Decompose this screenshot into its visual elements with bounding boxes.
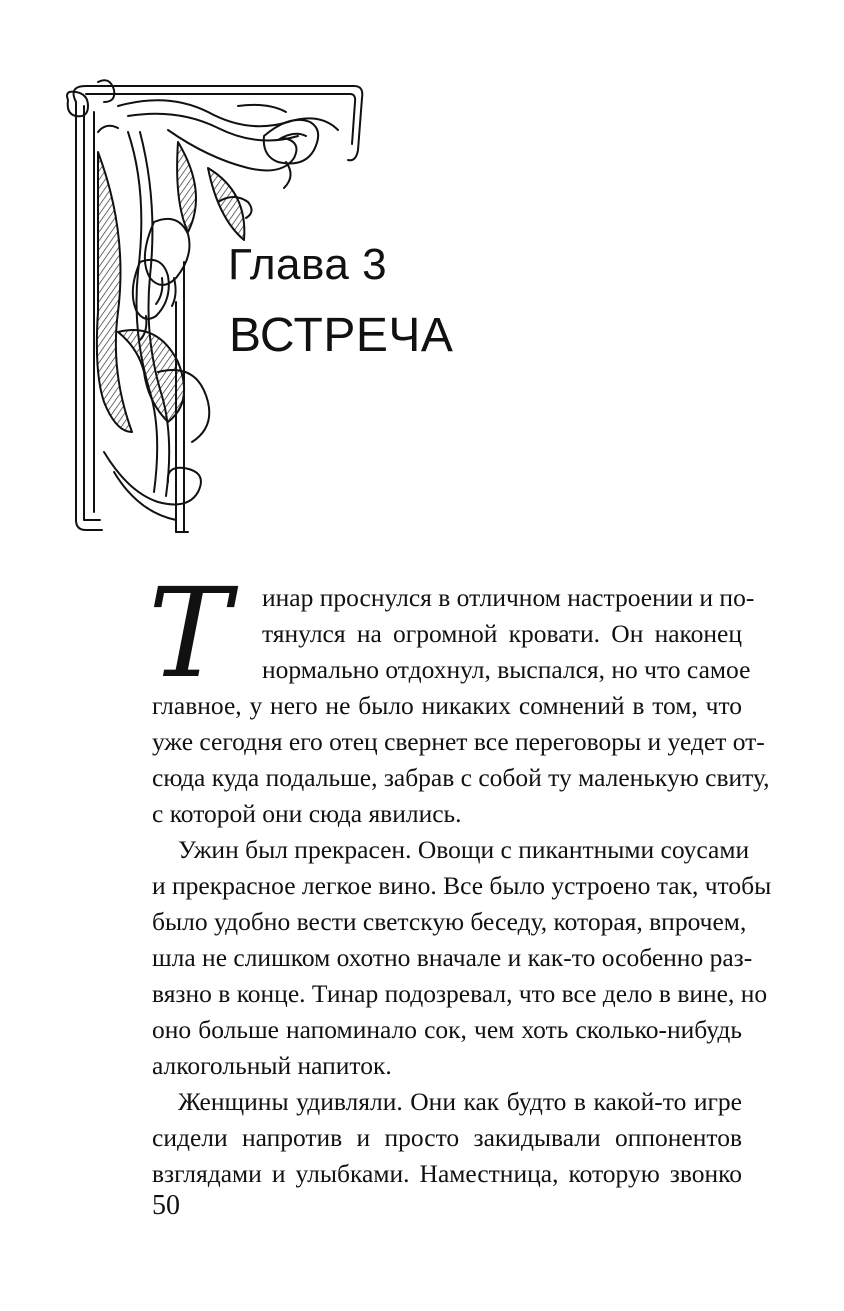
body-line: тянулся на огромной кровати. Он наконец	[262, 619, 742, 648]
body-line: взглядами и улыбками. Наместница, которую звонко	[152, 1159, 742, 1188]
body-line: с которой они сюда явились.	[152, 799, 462, 828]
body-line: Ужин был прекрасен. Овощи с пикантными соусами	[178, 835, 750, 864]
body-line: сидели напротив и просто закидывали оппонентов	[152, 1123, 742, 1152]
body-line: инар проснулся в отличном настроении и по-	[262, 583, 755, 612]
body-line: нормально отдохнул, выспался, но что самое	[262, 655, 751, 684]
body-line: уже сегодня его отец свернет все переговоры и уедет от-	[152, 727, 765, 756]
body-line: было удобно вести светскую беседу, которая, впрочем,	[152, 907, 747, 936]
body-line: главное, у него не было никаких сомнений в том, что	[152, 691, 742, 720]
body-line: оно больше напоминало сок, чем хоть сколько-нибудь	[152, 1015, 742, 1044]
chapter-title: ВСТРЕЧА	[229, 309, 454, 362]
drop-cap: Т	[148, 562, 231, 706]
body-line: алкогольный напиток.	[152, 1051, 392, 1080]
body-line: сюда куда подальше, забрав с собой ту маленькую свиту,	[152, 763, 770, 792]
body-line: шла не слишком охотно вначале и как-то особенно раз-	[152, 943, 753, 972]
body-line: и прекрасное легкое вино. Все было устроено так, чтобы	[152, 871, 772, 900]
body-line: Женщины удивляли. Они как будто в какой-то игре	[178, 1087, 742, 1116]
art-nouveau-corner-ornament	[58, 72, 368, 534]
chapter-label: Глава 3	[228, 240, 388, 289]
page-number: 50	[152, 1190, 180, 1221]
body-line: вязно в конце. Тинар подозревал, что все дело в вине, но	[152, 979, 768, 1008]
